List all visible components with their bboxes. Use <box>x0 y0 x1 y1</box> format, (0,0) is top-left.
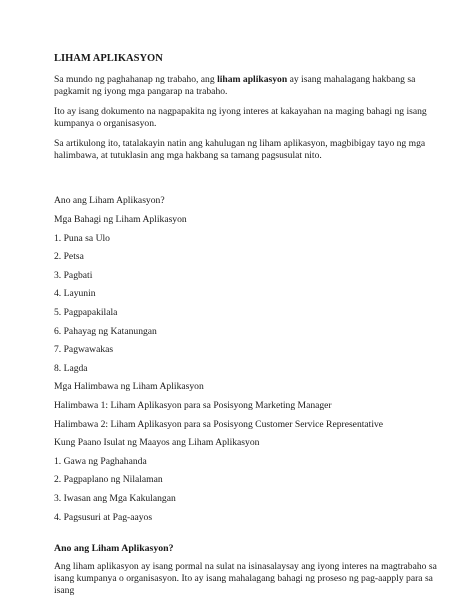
toc-item[interactable]: 3. Pagbati <box>54 269 93 281</box>
intro-p1-after: ay isang mahalagang hakbang sa pagkamit ng iyong mga pangarap na trabaho. <box>54 74 416 98</box>
table-of-contents <box>54 195 438 524</box>
toc-item[interactable]: Halimbawa 1: Liham Aplikasyon para sa Posisyong Marketing Manager <box>54 399 332 411</box>
toc-item[interactable]: 6. Pahayag ng Katanungan <box>54 325 157 337</box>
toc-item[interactable]: 1. Gawa ng Paghahanda <box>54 455 147 467</box>
spacer <box>54 530 438 543</box>
section-body: Ang liham aplikasyon ay isang pormal na sulat na isinasalaysay ang iyong interes na magtrabaho sa isang kumpanya o organisasyon. Ito ay isang mahalagang bahagi ng proseso ng pag-aapply para sa isang <box>54 560 437 597</box>
intro-paragraph-3: Sa artikulong ito, tatalakayin natin ang kahulugan ng liham aplikasyon, magbibigay tayo ng mga halimbawa, at tutuklasin ang mga hakbang sa tamang pagsusulat nito. <box>54 137 426 162</box>
spacer <box>54 169 438 195</box>
intro-p1-bold: liham aplikasyon <box>217 74 288 85</box>
toc-item[interactable]: Mga Bahagi ng Liham Aplikasyon <box>54 214 187 226</box>
toc-item[interactable]: 2. Pagpaplano ng Nilalaman <box>54 474 163 486</box>
document-title: LIHAM APLIKASYON <box>54 53 163 64</box>
intro-p1-before: Sa mundo ng paghahanap ng trabaho, ang <box>54 74 218 85</box>
toc-item[interactable]: 2. Petsa <box>54 251 84 263</box>
toc-item[interactable]: Ano ang Liham Aplikasyon? <box>54 195 165 207</box>
toc-item[interactable]: 8. Lagda <box>54 362 88 374</box>
toc-item[interactable]: 7. Pagwawakas <box>54 344 114 356</box>
toc-item[interactable]: Halimbawa 2: Liham Aplikasyon para sa Posisyong Customer Service Representative <box>54 418 384 430</box>
toc-item[interactable]: Kung Paano Isulat ng Maayos ang Liham Aplikasyon <box>54 437 260 449</box>
toc-item[interactable]: 4. Layunin <box>54 288 96 300</box>
intro-paragraph-2: Ito ay isang dokumento na nagpapakita ng iyong interes at kakayahan na maging bahagi ng isang kumpanya o organisasyon. <box>54 105 427 130</box>
toc-item[interactable]: 5. Pagpapakilala <box>54 307 118 318</box>
section-heading: Ano ang Liham Aplikasyon? <box>54 543 174 555</box>
toc-item[interactable]: 1. Puna sa Ulo <box>54 232 110 244</box>
toc-item[interactable]: Mga Halimbawa ng Liham Aplikasyon <box>54 381 204 393</box>
document-page <box>54 52 438 605</box>
toc-item[interactable]: 3. Iwasan ang Mga Kakulangan <box>54 492 176 504</box>
intro-paragraph-1 <box>54 74 438 99</box>
toc-item[interactable]: 4. Pagsusuri at Pag-aayos <box>54 511 153 523</box>
